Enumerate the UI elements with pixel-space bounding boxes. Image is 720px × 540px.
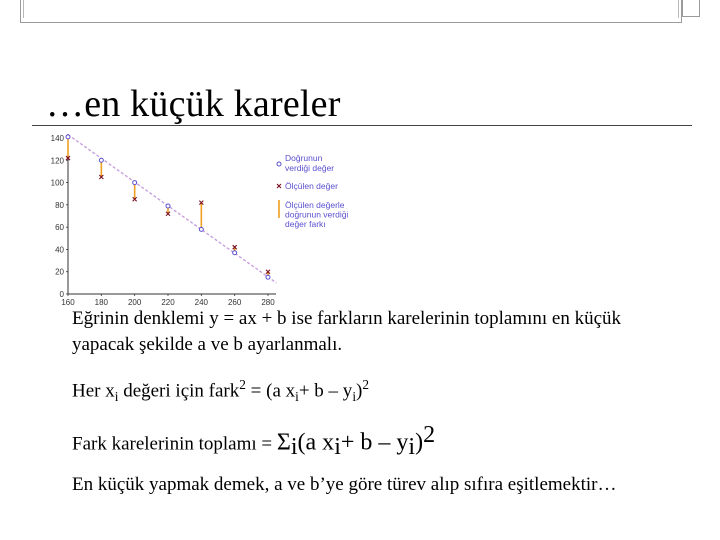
y-tick-label: 140 <box>50 134 64 143</box>
p3-prefix: Fark karelerinin toplamı = <box>72 433 277 455</box>
x-tick-label: 200 <box>127 298 142 307</box>
p2-sup-2: 2 <box>239 377 246 392</box>
title-divider <box>32 125 692 126</box>
p3-sigma: Σ <box>276 429 291 456</box>
legend-label-line-value: Doğrunun verdiği değer <box>285 153 335 173</box>
p2-close: ) <box>356 380 363 402</box>
y-tick-label: 100 <box>50 178 64 188</box>
line-point <box>266 275 270 279</box>
p2-middle: değeri için fark <box>118 380 240 402</box>
p2-sub-i2: i <box>295 389 299 405</box>
line-point <box>199 227 203 231</box>
x-tick-label: 220 <box>161 298 175 307</box>
y-tick-label: 80 <box>55 200 64 210</box>
paragraph-sum <box>72 422 435 460</box>
line-point <box>66 135 70 139</box>
p3-sub-i2: i <box>334 434 341 461</box>
p2-prefix: Her x <box>72 380 115 402</box>
y-tick-label: 0 <box>59 290 64 299</box>
y-tick-label: 120 <box>50 156 64 166</box>
p3-sup-2: 2 <box>423 422 436 448</box>
paragraph-minimize: En küçük yapmak demek, a ve b’ye göre türev alıp sıfıra eşitlemektir… <box>72 474 617 495</box>
p2-eq: = (a x <box>245 380 296 402</box>
p2-plus: + b – y <box>298 380 353 402</box>
p2-sub-i3: i <box>352 389 357 405</box>
y-tick-label: 40 <box>55 245 64 255</box>
line-point <box>166 204 170 208</box>
slide-top-bar <box>20 0 682 23</box>
legend-circle-icon <box>277 162 281 166</box>
fitted-line <box>68 135 276 283</box>
p3-expr-a: (a x <box>297 429 335 456</box>
line-point <box>133 181 137 185</box>
paragraph-equation: Eğrinin denklemi y = ax + b ise farkların karelerinin toplamını en küçük yapacak şekilde a ve b ayarlanmalı. <box>72 308 622 355</box>
p2-sup-2b: 2 <box>362 377 369 392</box>
p3-sub-i: i <box>290 434 298 461</box>
x-tick-label: 160 <box>61 298 75 307</box>
slide-title: …en küçük kareler <box>46 83 341 125</box>
x-tick-label: 180 <box>94 298 109 307</box>
p3-expr-b: + b – y <box>340 429 409 456</box>
least-squares-chart <box>38 128 378 310</box>
x-tick-label: 240 <box>194 298 209 307</box>
line-point <box>99 158 103 162</box>
chart-svg <box>38 128 378 310</box>
y-tick-label: 20 <box>55 267 64 277</box>
y-tick-label: 60 <box>55 223 64 233</box>
p3-sub-i3: i <box>408 434 416 461</box>
line-point <box>233 251 237 255</box>
legend-label-measured: Ölçülen değer <box>285 181 338 191</box>
legend-label-difference: Ölçülen değerle doğrunun verdiği değer farkı <box>285 200 349 229</box>
slide-corner-box <box>682 0 700 17</box>
x-tick-label: 280 <box>261 298 275 307</box>
x-tick-label: 260 <box>227 298 242 307</box>
paragraph-difference <box>72 372 369 410</box>
p3-close: ) <box>415 429 424 456</box>
p2-sub-i: i <box>114 389 119 405</box>
legend-cross-icon <box>277 184 281 188</box>
